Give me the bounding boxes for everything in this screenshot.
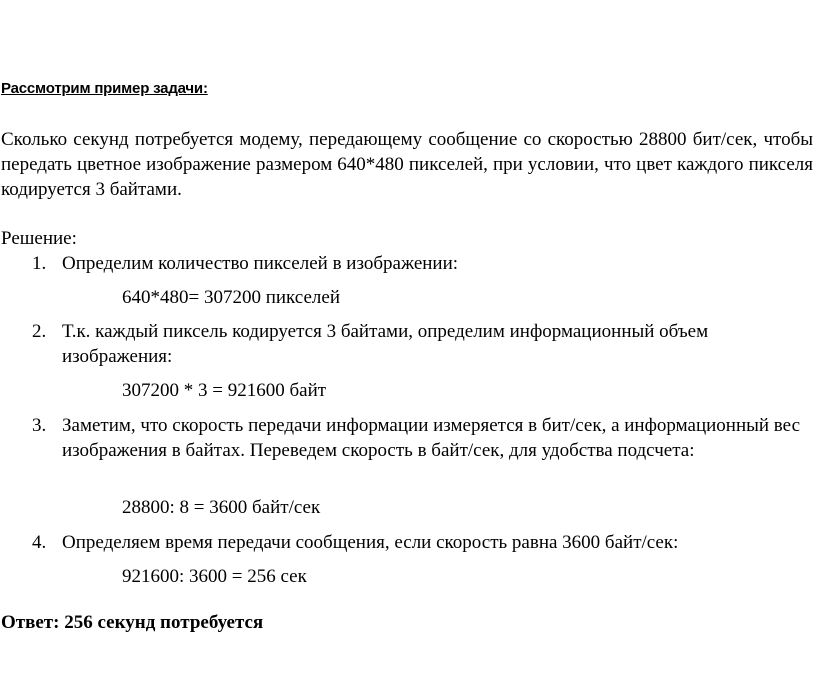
answer-line: Ответ: 256 секунд потребуется (1, 612, 264, 633)
step-4-calculation: 921600: 3600 = 256 сек (122, 566, 307, 587)
step-1-number: 1. (32, 253, 47, 274)
step-3-text: Заметим, что скорость передачи информации измеряется в бит/сек, а информационный вес изображения в байтах. Переведем скорость в байт/сек, для удобства подсчета: (62, 415, 801, 461)
step-2-number: 2. (32, 321, 47, 342)
step-2-text: Т.к. каждый пиксель кодируется 3 байтами, определим информационный объем изображения: (62, 321, 709, 367)
step-4-text: Определяем время передачи сообщения, если скорость равна 3600 байт/сек: (62, 532, 679, 553)
solution-label: Решение: (1, 228, 77, 249)
step-1-calculation: 640*480= 307200 пикселей (122, 287, 340, 308)
step-3-calculation: 28800: 8 = 3600 байт/сек (122, 497, 321, 518)
section-heading: Рассмотрим пример задачи: (1, 80, 208, 97)
step-1-text: Определим количество пикселей в изображении: (62, 253, 459, 274)
problem-statement: Сколько секунд потребуется модему, передающему сообщение со скоростью 28800 бит/сек, чтобы передать цветное изображение размером 640*480 пикселей, при условии, что цвет каждого пикселя кодируется 3 байтами. (1, 129, 813, 200)
step-3-number: 3. (32, 415, 47, 436)
step-4-number: 4. (32, 532, 47, 553)
step-2-calculation: 307200 * 3 = 921600 байт (122, 380, 327, 401)
